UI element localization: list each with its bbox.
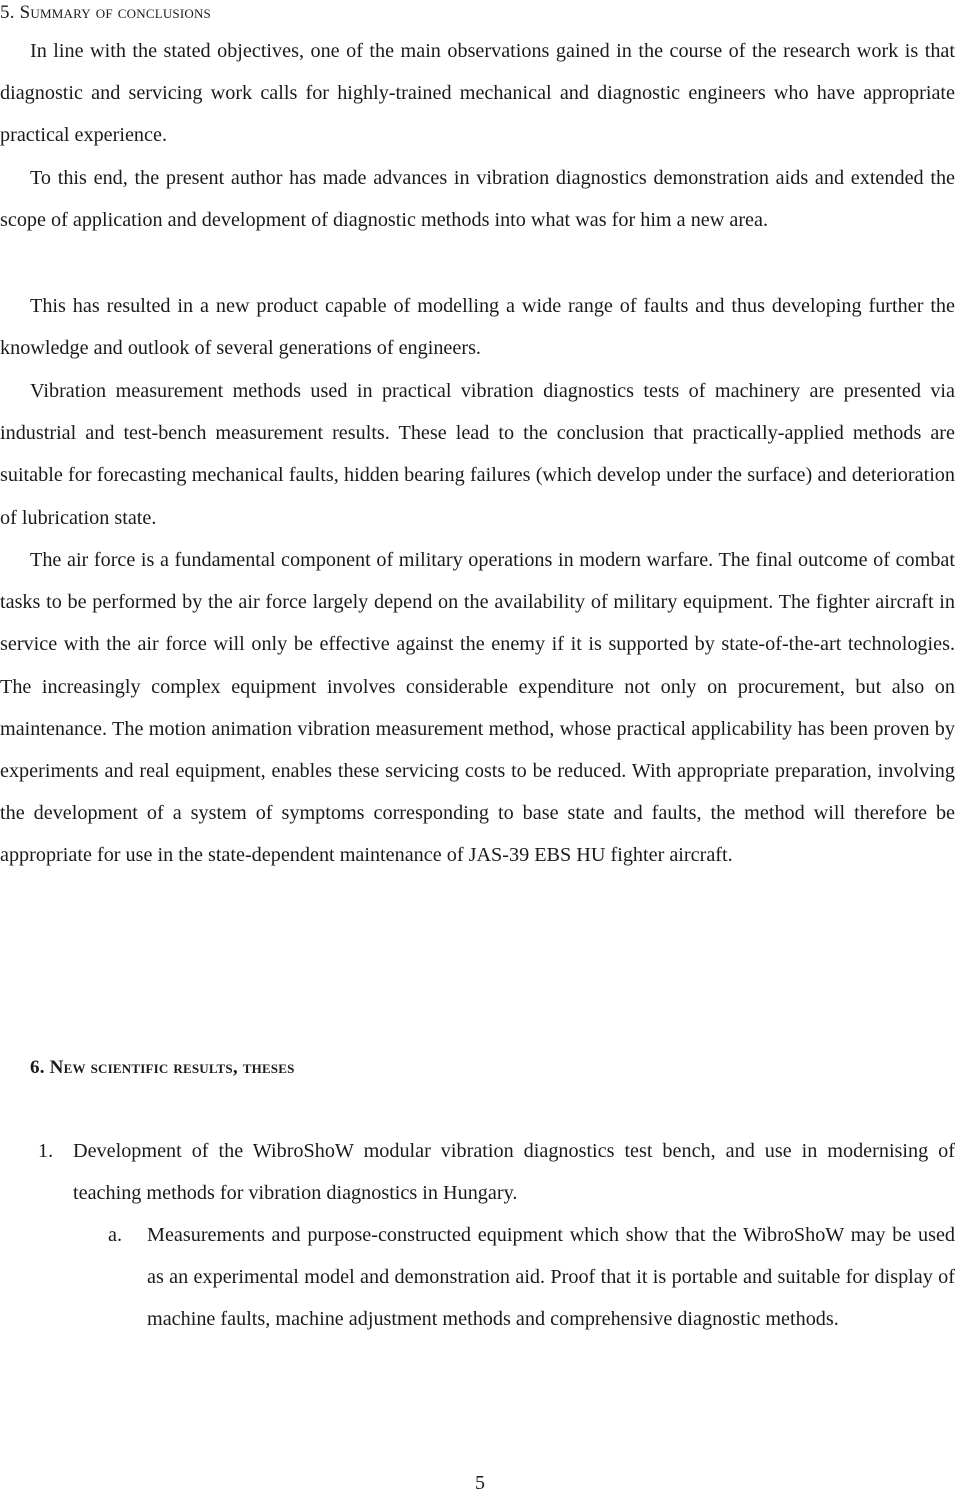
section-6-number: 6. [30, 1057, 45, 1078]
paragraph-2: To this end, the present author has made advances in vibration diagnostics demonstration aids and extended the scope of application and development of diagnostic methods into what was for him a new area. [0, 167, 955, 232]
thesis-1a-marker: a. [108, 1224, 123, 1246]
section-6-title: New scientific results, theses [49, 1057, 295, 1078]
thesis-1-marker: 1. [38, 1140, 54, 1162]
section-5-heading [0, 0, 211, 26]
paragraph-3: This has resulted in a new product capable of modelling a wide range of faults and thus developing further the knowledge and outlook of several generations of engineers. [0, 295, 955, 360]
page-number: 5 [475, 1472, 485, 1494]
thesis-1-text: Development of the WibroShoW modular vibration diagnostics test bench, and use in modernising of teaching methods for vibration diagnostics in Hungary. [73, 1140, 955, 1205]
section-5-title: Summary of conclusions [19, 2, 211, 23]
paragraph-1: In line with the stated objectives, one of the main observations gained in the course of the research work is that diagnostic and servicing work calls for highly-trained mechanical and diagnostic engineers who have appropriate practical experience. [0, 40, 955, 147]
thesis-1a-text: Measurements and purpose-constructed equipment which show that the WibroShoW may be used as an experimental model and demonstration aid. Proof that it is portable and suitable for display of machine faults, machine adjustment methods and comprehensive diagnostic methods. [147, 1224, 955, 1331]
section-5-number: 5. [0, 2, 15, 23]
section-6-heading [30, 1055, 295, 1081]
paragraph-4: Vibration measurement methods used in practical vibration diagnostics tests of machinery are presented via industrial and test-bench measurement results. These lead to the conclusion that practically-applied methods are suitable for forecasting mechanical faults, hidden bearing failures (which develop under the surface) and deterioration of lubrication state. [0, 380, 955, 529]
paragraph-5: The air force is a fundamental component of military operations in modern warfare. The final outcome of combat tasks to be performed by the air force largely depend on the availability of military equipment. The fighter aircraft in service with the air force will only be effective against the enemy if it is supported by state-of-the-art technologies. The increasingly complex equipment involves considerable expenditure not only on procurement, but also on maintenance. The motion animation vibration measurement method, whose practical applicability has been proven by experiments and real equipment, enables these servicing costs to be reduced. With appropriate preparation, involving the development of a system of symptoms corresponding to base state and faults, the method will therefore be appropriate for use in the state-dependent maintenance of JAS-39 EBS HU fighter aircraft. [0, 549, 955, 867]
